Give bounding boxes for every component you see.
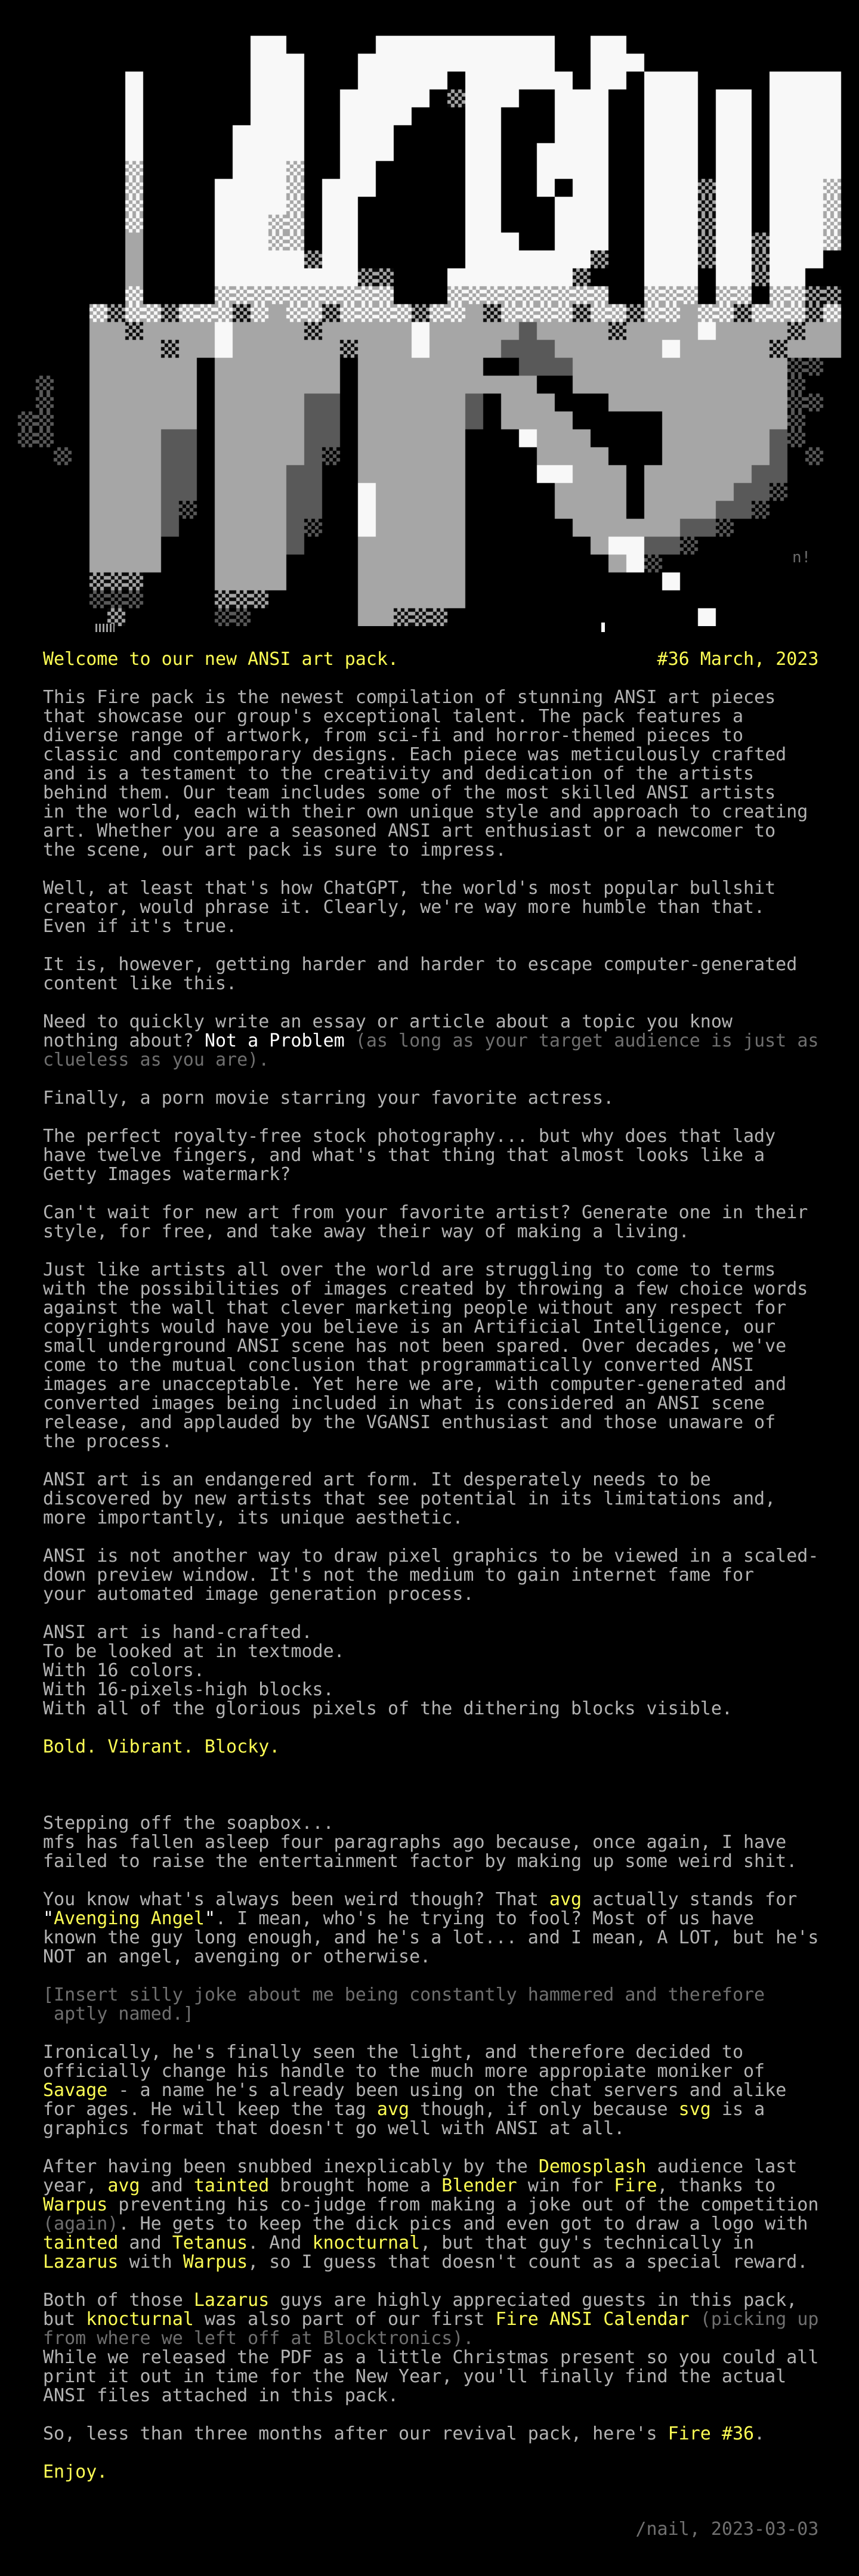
text-line-98 <box>43 2520 818 2539</box>
text-segment: style, for free, and take away their way of making a living. <box>43 1221 690 1242</box>
text-segment: Enjoy. <box>43 2462 108 2482</box>
text-line-64 <box>43 1871 818 1890</box>
text-line-59 <box>43 1776 818 1795</box>
text-segment: Ironically, he's finally seen the light, and therefore decided to <box>43 2042 743 2063</box>
text-segment: , thanks to <box>657 2175 776 2196</box>
text-line-34 <box>43 1299 818 1318</box>
text-line-2 <box>43 688 818 707</box>
text-line-1 <box>43 669 818 688</box>
text-line-69 <box>43 1967 818 1986</box>
text-line-21 <box>43 1051 818 1070</box>
text-segment: Even if it's true. <box>43 916 237 937</box>
text-segment: and is a testament to the creativity and dedication of the artists <box>43 763 755 784</box>
text-segment: It is, however, getting harder and harder to escape computer-generated <box>43 954 798 975</box>
text-line-52 <box>43 1642 818 1661</box>
text-line-62 <box>43 1833 818 1852</box>
text-segment: copyrights would have you believe is an Artificial Intelligence, our <box>43 1317 776 1337</box>
text-line-33 <box>43 1280 818 1299</box>
text-segment: known the guy long enough, and he's a lot... and I mean, A LOT, but he's <box>43 1927 819 1948</box>
text-line-66 <box>43 1909 818 1928</box>
text-line-83 <box>43 2234 818 2253</box>
text-segment: converted images being included in what is considered an ANSI scene <box>43 1393 765 1414</box>
text-line-93 <box>43 2425 818 2444</box>
art-dither-fringe <box>95 624 115 632</box>
text-segment: , but that guy's technically in <box>420 2233 755 2253</box>
text-line-27 <box>43 1165 818 1184</box>
text-line-73 <box>43 2043 818 2062</box>
text-segment: come to the mutual conclusion that programmatically converted ANSI <box>43 1355 755 1376</box>
text-segment: . I mean, who's he trying to fool? Most of us have <box>215 1908 755 1929</box>
text-segment: With 16-pixels-high blocks. <box>43 1679 334 1700</box>
text-segment: After having been snubbed inexplicably by the <box>43 2156 539 2177</box>
text-segment: nothing about? <box>43 1030 205 1051</box>
text-line-10 <box>43 841 818 860</box>
text-line-43 <box>43 1470 818 1490</box>
text-segment: release, and applauded by the VGANSI enthusiast and those unaware of <box>43 1412 776 1433</box>
text-segment: with the possibilities of images created by throwing a few choice words <box>43 1278 808 1299</box>
text-line-19 <box>43 1013 818 1032</box>
text-line-15 <box>43 936 818 955</box>
text-segment: Lazarus <box>43 2252 119 2272</box>
text-line-57 <box>43 1738 818 1757</box>
text-segment: This Fire pack is the newest compilation of stunning ANSI art pieces <box>43 687 776 708</box>
text-line-88 <box>43 2329 818 2348</box>
text-line-8 <box>43 803 818 822</box>
text-line-40 <box>43 1413 818 1432</box>
text-segment: " <box>204 1908 215 1929</box>
text-segment: actually stands for <box>582 1889 798 1910</box>
text-segment: discovered by new artists that see potential in its limitations and, <box>43 1488 776 1509</box>
text-segment: Warpus <box>183 2252 248 2272</box>
text-line-37 <box>43 1356 818 1375</box>
text-segment: The perfect royalty-free stock photography... but why does that lady <box>43 1126 776 1147</box>
text-segment: So, less than three months after our revival pack, here's <box>43 2423 668 2444</box>
text-line-97 <box>43 2501 818 2520</box>
text-line-16 <box>43 955 818 974</box>
text-line-72 <box>43 2024 818 2043</box>
text-segment: behind them. Our team includes some of the most skilled ANSI artists <box>43 782 776 803</box>
text-line-77 <box>43 2119 818 2138</box>
text-line-96 <box>43 2482 818 2501</box>
text-line-11 <box>43 860 818 879</box>
text-line-79 <box>43 2157 818 2176</box>
text-segment: print it out in time for the New Year, you'll finally find the actual <box>43 2366 787 2387</box>
text-segment: though, if only because <box>409 2099 679 2120</box>
text-line-60 <box>43 1795 818 1814</box>
text-segment: While we released the PDF as a little Christmas present so you could all <box>43 2347 819 2368</box>
text-segment: year, <box>43 2175 108 2196</box>
text-line-17 <box>43 974 818 993</box>
text-line-20 <box>43 1032 818 1051</box>
text-segment: Fire ANSI Calendar <box>495 2309 690 2330</box>
text-segment: /nail, 2023-03-03 <box>43 2519 819 2540</box>
text-line-65 <box>43 1890 818 1909</box>
text-segment: . He gets to keep the dick pics and even got to draw a logo with <box>118 2213 808 2234</box>
text-segment: With all of the glorious pixels of the dithering blocks visible. <box>43 1698 733 1719</box>
text-line-23 <box>43 1089 818 1108</box>
text-segment: , so I guess that doesn't count as a special reward. <box>248 2252 808 2272</box>
text-line-74 <box>43 2062 818 2081</box>
text-line-44 <box>43 1490 818 1509</box>
text-segment: svg <box>678 2099 711 2120</box>
text-segment: avg <box>376 2099 410 2120</box>
text-line-81 <box>43 2196 818 2215</box>
text-segment: against the wall that clever marketing people without any respect for <box>43 1298 787 1318</box>
text-line-47 <box>43 1547 818 1566</box>
text-line-75 <box>43 2081 818 2100</box>
text-line-31 <box>43 1241 818 1261</box>
text-line-95 <box>43 2463 818 2482</box>
text-segment: content like this. <box>43 973 237 994</box>
text-line-5 <box>43 745 818 764</box>
text-line-86 <box>43 2291 818 2310</box>
text-line-58 <box>43 1757 818 1776</box>
text-segment: art. Whether you are a seasoned ANSI art enthusiast or a newcomer to <box>43 821 776 841</box>
text-line-70 <box>43 1986 818 2005</box>
text-segment: avg <box>107 2175 140 2196</box>
text-segment: your automated image generation process. <box>43 1584 474 1605</box>
text-segment: Just like artists all over the world are struggling to come to terms <box>43 1259 776 1280</box>
text-segment: but <box>43 2309 86 2330</box>
text-line-30 <box>43 1222 818 1241</box>
text-segment: audience last <box>646 2156 798 2177</box>
text-line-68 <box>43 1948 818 1967</box>
text-line-80 <box>43 2176 818 2196</box>
text-line-76 <box>43 2100 818 2119</box>
text-segment: - a name he's already been using on the chat servers and alike <box>107 2080 787 2101</box>
text-segment: Finally, a porn movie starring your favorite actress. <box>43 1088 614 1109</box>
text-line-22 <box>43 1070 818 1089</box>
text-segment: Welcome to our new ANSI art pack. <box>43 649 399 670</box>
text-line-41 <box>43 1432 818 1451</box>
text-segment: that showcase our group's exceptional talent. The pack features a <box>43 706 743 727</box>
text-line-54 <box>43 1680 818 1699</box>
text-line-87 <box>43 2310 818 2329</box>
text-line-89 <box>43 2348 818 2367</box>
text-line-35 <box>43 1318 818 1337</box>
text-segment: guys are highly appreciated guests in this pack, <box>269 2290 798 2311</box>
text-line-0 <box>43 650 818 669</box>
text-segment: knocturnal <box>312 2233 421 2253</box>
text-segment: win for <box>517 2175 614 2196</box>
text-segment: #36 March, 2023 <box>657 649 819 670</box>
text-line-42 <box>43 1451 818 1470</box>
text-line-6 <box>43 764 818 784</box>
text-line-94 <box>43 2444 818 2463</box>
text-line-38 <box>43 1375 818 1394</box>
text-segment: graphics format that doesn't go well with ANSI at all. <box>43 2118 625 2139</box>
text-segment: ANSI art is an endangered art form. It desperately needs to be <box>43 1469 711 1490</box>
text-line-3 <box>43 707 818 726</box>
text-segment: avg <box>549 1889 582 1910</box>
text-line-39 <box>43 1394 818 1413</box>
text-segment: Well, at least that's how ChatGPT, the world's most popular bullshit <box>43 878 776 899</box>
text-line-92 <box>43 2405 818 2425</box>
text-segment: tainted <box>193 2175 270 2196</box>
text-line-84 <box>43 2253 818 2272</box>
text-segment: Stepping off the soapbox... <box>43 1813 334 1834</box>
text-line-51 <box>43 1623 818 1642</box>
text-line-18 <box>43 993 818 1013</box>
text-segment: images are unacceptable. Yet here we are, with computer-generated and <box>43 1374 787 1395</box>
text-line-82 <box>43 2215 818 2234</box>
text-line-24 <box>43 1108 818 1127</box>
text-line-13 <box>43 898 818 917</box>
text-line-28 <box>43 1184 818 1203</box>
text-segment: Fire #36 <box>668 2423 755 2444</box>
text-line-36 <box>43 1337 818 1356</box>
text-segment: Avenging Angel <box>54 1908 205 1929</box>
text-segment: NOT an angel, avenging or otherwise. <box>43 1946 431 1967</box>
text-line-91 <box>43 2386 818 2405</box>
text-segment: from where we left off at Blocktronics). <box>43 2328 474 2349</box>
text-segment <box>398 649 657 670</box>
text-segment: Not a Problem <box>204 1030 345 1051</box>
text-line-4 <box>43 726 818 745</box>
text-segment: was also part of our first <box>193 2309 496 2330</box>
text-line-7 <box>43 784 818 803</box>
text-segment: ANSI files attached in this pack. <box>43 2385 399 2406</box>
text-segment: Need to quickly write an essay or article about a topic you know <box>43 1011 733 1032</box>
artist-signature: n! <box>792 549 811 566</box>
text-segment: brought home a <box>269 2175 442 2196</box>
text-segment: officially change his handle to the much more appropiate moniker of <box>43 2061 765 2082</box>
text-line-14 <box>43 917 818 936</box>
text-segment: [Insert silly joke about me being constantly hammered and therefore <box>43 1984 765 2005</box>
text-segment: in the world, each with their own unique style and approach to creating <box>43 801 808 822</box>
text-segment: (again) <box>43 2213 119 2234</box>
text-segment: With 16 colors. <box>43 1660 205 1681</box>
text-line-48 <box>43 1566 818 1585</box>
text-line-63 <box>43 1852 818 1871</box>
text-segment: tainted <box>43 2233 119 2253</box>
text-line-9 <box>43 822 818 841</box>
text-segment: . And <box>248 2233 313 2253</box>
text-line-56 <box>43 1719 818 1738</box>
text-segment: Demosplash <box>538 2156 647 2177</box>
text-line-12 <box>43 879 818 898</box>
text-segment: Blender <box>441 2175 517 2196</box>
text-segment: the process. <box>43 1431 172 1452</box>
text-segment: (as long as your target audience is just as <box>344 1030 819 1051</box>
text-segment: and <box>140 2175 194 2196</box>
text-segment: for ages. He will keep the tag <box>43 2099 377 2120</box>
text-segment: and <box>118 2233 172 2253</box>
text-segment: more importantly, its unique aesthetic. <box>43 1507 464 1528</box>
text-segment: " <box>43 1908 54 1929</box>
text-line-32 <box>43 1261 818 1280</box>
text-segment: You know what's always been weird though? That <box>43 1889 549 1910</box>
text-segment: Savage <box>43 2080 108 2101</box>
text-line-25 <box>43 1127 818 1146</box>
text-segment: aptly named.] <box>43 2004 194 2024</box>
text-line-26 <box>43 1146 818 1165</box>
nfo-text-column <box>43 650 818 2539</box>
text-segment: Both of those <box>43 2290 194 2311</box>
text-line-85 <box>43 2272 818 2291</box>
text-segment: (picking up <box>689 2309 819 2330</box>
text-segment: have twelve fingers, and what's that thing that almost looks like a <box>43 1145 765 1166</box>
text-segment: ANSI is not another way to draw pixel graphics to be viewed in a scaled- <box>43 1546 819 1566</box>
text-line-45 <box>43 1509 818 1528</box>
text-line-53 <box>43 1661 818 1680</box>
text-segment: down preview window. It's not the medium to gain internet fame for <box>43 1565 755 1586</box>
text-segment: with <box>118 2252 183 2272</box>
text-line-61 <box>43 1814 818 1833</box>
text-segment: To be looked at in textmode. <box>43 1641 345 1662</box>
text-segment: clueless as you are). <box>43 1049 270 1070</box>
text-line-29 <box>43 1203 818 1222</box>
text-segment: small underground ANSI scene has not been spared. Over decades, we've <box>43 1336 787 1357</box>
text-segment: preventing his co-judge from making a joke out of the competition <box>107 2194 819 2215</box>
text-segment: creator, would phrase it. Clearly, we're way more humble than that. <box>43 897 765 918</box>
text-segment: diverse range of artwork, from sci-fi and horror-themed pieces to <box>43 725 743 746</box>
text-line-50 <box>43 1604 818 1623</box>
text-line-71 <box>43 2005 818 2024</box>
text-segment: the scene, our art pack is sure to impress. <box>43 840 506 860</box>
art-white-fringe <box>601 623 605 632</box>
text-line-55 <box>43 1699 818 1719</box>
text-line-67 <box>43 1928 818 1948</box>
text-segment: Warpus <box>43 2194 108 2215</box>
text-segment: Bold. Vibrant. Blocky. <box>43 1736 280 1757</box>
text-segment: Tetanus <box>172 2233 248 2253</box>
text-segment: is a <box>710 2099 765 2120</box>
text-segment: knocturnal <box>86 2309 194 2330</box>
text-segment: Lazarus <box>193 2290 270 2311</box>
text-segment: Getty Images watermark? <box>43 1164 291 1185</box>
text-line-90 <box>43 2367 818 2386</box>
text-line-78 <box>43 2138 818 2157</box>
text-line-46 <box>43 1528 818 1547</box>
text-segment: ANSI art is hand-crafted. <box>43 1622 313 1643</box>
text-segment: Can't wait for new art from your favorite artist? Generate one in their <box>43 1202 808 1223</box>
text-segment: classic and contemporary designs. Each piece was meticulously crafted <box>43 744 787 765</box>
fire-logo-ansi-art <box>0 0 859 626</box>
text-segment: failed to raise the entertainment factor by making up some weird shit. <box>43 1851 798 1872</box>
text-segment: Fire <box>614 2175 657 2196</box>
text-line-49 <box>43 1585 818 1604</box>
text-segment: mfs has fallen asleep four paragraphs ago because, once again, I have <box>43 1832 787 1853</box>
text-segment: . <box>754 2423 765 2444</box>
